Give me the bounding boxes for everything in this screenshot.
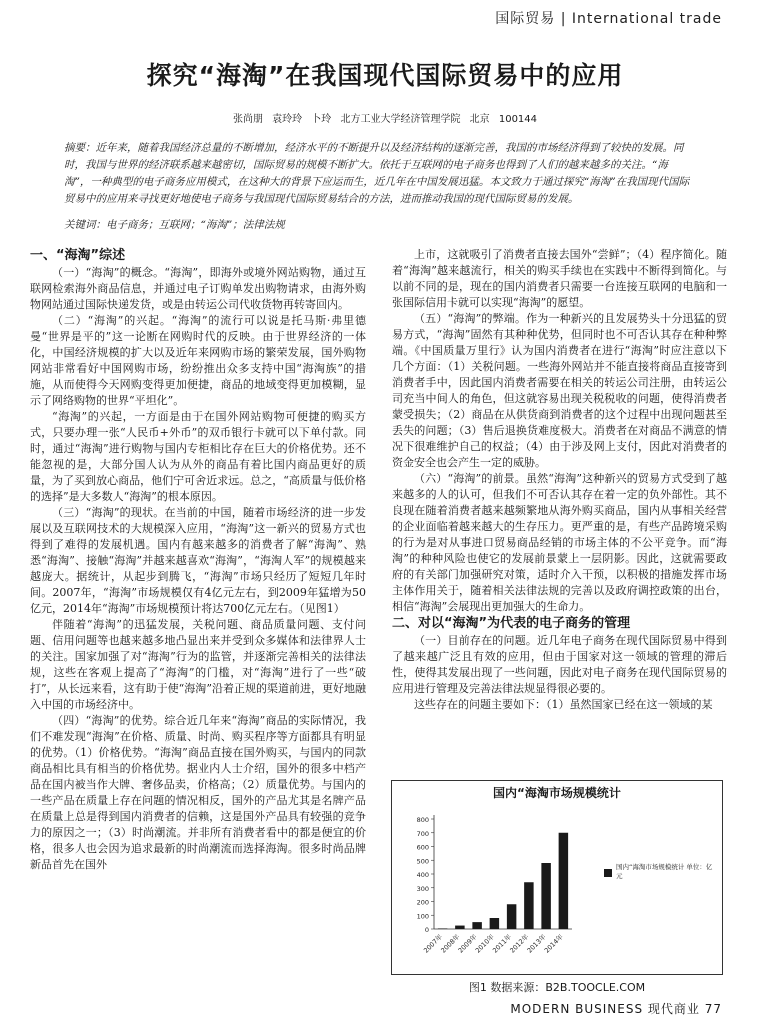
chart-plot [392,781,722,974]
section-heading: 二、对以“海淘”为代表的电子商务的管理 [392,616,631,631]
bar-2007年 [438,928,447,929]
right-column [392,247,727,787]
section-heading: 一、“海淘”综述 [30,248,126,263]
y-tick-label: 600 [416,843,429,852]
bar-2012年 [524,882,533,929]
paragraph: 这些存在的问题主要如下：（1）虽然国家已经在这一领域的某 [414,698,713,711]
paragraph: （一）“海淘”的概念。“海淘”，即海外或境外网站购物，通过互联网检索海外商品信息，并通过电子订购单发出购物请求，由海外购物网站通过国际快递发货，或是由转运公司代收货物再转寄回内。 [30,266,366,311]
paragraph: 上市，这就吸引了消费者直接去国外“尝鲜”；（4）程序简化。随着“海淘”越来越流行，相关的购买手续也在实践中不断得到简化。与以前不同的是，现在的国内消费者只需要一台连接互联网的电脑和一张国际信用卡就可以实现“海淘”的愿望。 [392,248,727,309]
x-tick-label: 2013年 [525,932,548,955]
y-tick-label: 100 [416,912,429,921]
legend-swatch [604,869,612,877]
paragraph: （五）“海淘”的弊端。作为一种新兴的且发展势头十分迅猛的贸易方式，“海淘”固然有其种种优势，但同时也不可否认其存在种种弊端。《中国质量万里行》认为国内消费者在进行“海淘”时应注意以下几个方面：（1）关税问题。一些海外网站并不能直接将商品直接寄到消费者手中，因此国内消费者需要在相关的转运公司注册，由转运公司充当中间人的角色，但这就容易出现关税税收的问题，使得消费者蒙受损失；（2）商品在从供货商到消费者的这个过程中出现问题甚至丢失的问题；（3）售后退换货难度极大。消费者在对商品不满意的情况下很难维护自己的权益；（4）由于涉及网上支付，因此对消费者的资金安全也会产生一定的威胁。 [392,312,727,469]
y-tick-label: 200 [416,898,429,907]
bar-2009年 [472,922,481,929]
paragraph: （四）“海淘”的优势。综合近几年来“海淘”商品的实际情况，我们不难发现“海淘”在价格、质量、时尚、购买程序等方面都具有明显的优势。（1）价格优势。“海淘”商品直接在国外购买，与国内的同款商品相比具有相当的价格优势。据业内人士介绍，国外的很多中档产品在国内被当作大牌、奢侈品卖，价格高；（2）质量优势。与国内的一些产品在质量上存在问题的情况相反，国外的产品尤其是名牌产品在质量上总是得到国内消费者的信赖，这是国外产品具有较强的竞争力的原因之一；（3）时尚潮流。并非所有消费者看中的都是便宜的价格，很多人也会因为追求最新的时尚潮流而选择海淘。很多时尚品牌新品首先在国外 [30,714,366,871]
market-size-chart [391,780,723,975]
y-tick-label: 700 [416,829,429,838]
left-column [30,247,366,975]
bar-2014年 [559,833,568,929]
author-line: 张尚朋 袁玲玲 卜玲 北方工业大学经济管理学院 北京 100144 [232,114,538,125]
y-tick-label: 400 [416,871,429,879]
y-tick-label: 300 [416,884,429,893]
bar-2011年 [507,904,516,929]
abstract: 摘要：近年来，随着我国经济总量的不断增加，经济水平的不断提升以及经济结构的逐渐完善，我国的市场经济得到了较快的发展。同时，我国与世界的经济联系越来越密切，国际贸易的规模不断扩大。依托于互联网的电子商务也得到了人们的越来越多的关注。“海淘”，一种典型的电子商务应用模式，在这种大的背景下应运而生，近几年在中国发展迅猛。本文致力于通过探究“海淘”在我国现代国际贸易中的应用来寻找更好地使电子商务与我国现代国际贸易结合的方法，进而推动我国的现代国际贸易的发展。 [64,142,690,205]
x-tick-label: 2008年 [439,932,462,955]
journal-section-header: 国际贸易 | International trade [495,11,722,27]
x-tick-label: 2010年 [473,932,496,955]
paragraph: 伴随着“海淘”的迅猛发展，关税问题、商品质量问题、支付问题、信用问题等也越来越多地凸显出来并受到众多媒体和法律界人士的关注。国家加强了对“海淘”行为的监管，并逐渐完善相关的法律法规，这些在客观上提高了“海淘”的门槛，对“海淘”进行了一些“破打”，从长远来看，这有助于使“海淘”沿着正规的渠道前进，更好地融入中国的市场经济中。 [30,618,366,711]
x-tick-label: 2009年 [456,932,479,955]
paragraph: （二）“海淘”的兴起。“海淘”的流行可以说是托马斯·弗里德曼“世界是平的”这一论断在网购时代的反映。由于世界经济的一体化，中国经济规模的扩大以及近年来网购市场的繁荣发展，国外购物网站非常看好中国网购市场，纷纷推出众多支持中国“海淘族”的措施，从而使得今天网购变得更加便捷，商品的地域变得更加模糊，显示了网络购物的世界“平坦化”。 [30,314,366,407]
chart-title: 国内“海淘市场规模统计 [493,786,621,800]
keywords: 关键词：电子商务；互联网；“海淘”；法律法规 [64,219,285,231]
paper-title: 探究“海淘”在我国现代国际贸易中的应用 [146,61,624,90]
paragraph: （三）“海淘”的现状。在当前的中国，随着市场经济的进一步发展以及互联网技术的大规模深入应用，“海淘”这一新兴的贸易方式也得到了难得的发展机遇。国内有越来越多的消费者了解“海淘”、熟悉“海淘”、接触“海淘”并越来越喜欢“海淘”，“海淘人军”的规模越来越庞大。据统计，从起步到腾飞，“海淘”市场只经历了短短几年时间。2007年，“海淘”市场规模仅有4亿元左右，到2009年猛增为50亿元，2014年“海淘”市场规模预计将达700亿元左右。（见图1） [30,506,366,615]
x-tick-label: 2012年 [508,932,531,955]
y-tick-label: 0 [424,926,429,934]
figure-caption: 图1 数据来源：B2B.TOOCLE.COM [468,981,646,994]
page-footer: MODERN BUSINESS 现代商业 77 [510,1002,722,1016]
legend-box [616,863,716,893]
legend-label: 国内“海淘市场规模统计 单位：亿元 [616,863,713,880]
bar-2013年 [541,863,550,929]
x-tick-label: 2007年 [422,932,445,955]
paragraph: （一）目前存在的问题。近几年电子商务在现代国际贸易中得到了越来越广泛且有效的应用，但由于国家对这一领域的管理的滞后性，使得其发展出现了一些问题，因此对电子商务在现代国际贸易的应用进行管理及完善法律法规显得很必要的。 [392,634,727,695]
paragraph: “海淘”的兴起，一方面是由于在国外网站购物可便捷的购买方式，只要办理一张“人民币+外币”的双币银行卡就可以下单付款。同时，通过“海淘”进行购物与国内专柜相比存在巨大的价格优势。还不能忽视的是，大部分国人认为从外的商品有着比国内商品更好的质量，为了买到放心商品，他们宁可舍近求远。总之，“高质量与低价格的选择”是大多数人“海淘”的根本原因。 [30,410,366,503]
paragraph: （六）“海淘”的前景。虽然“海淘”这种新兴的贸易方式受到了越来越多的人的认可，但我们不可否认其存在着一定的负外部性。其不良现在随着消费者越来越频繁地从海外购买商品，国内从事相关经营的企业面临着越来越大的生存压力。更严重的是，有些产品跨境采购的行为是对从事进口贸易商品经销的市场主体的不公平竞争。而“海淘”的种种风险也使它的发展前景蒙上一层阴影。因此，这就需要政府的有关部门加强研究对策，适时介入干预，以积极的措施发挥市场主体作用关于，随着相关法律法规的完善以及政府调控政策的出台，相信“海淘”会展现出更加强大的生命力。 [392,472,727,613]
y-tick-label: 500 [416,857,429,866]
y-tick-label: 800 [416,816,429,824]
x-tick-label: 2014年 [542,932,565,955]
bar-2010年 [490,918,499,929]
x-tick-label: 2011年 [491,932,514,955]
bar-2008年 [455,926,464,929]
